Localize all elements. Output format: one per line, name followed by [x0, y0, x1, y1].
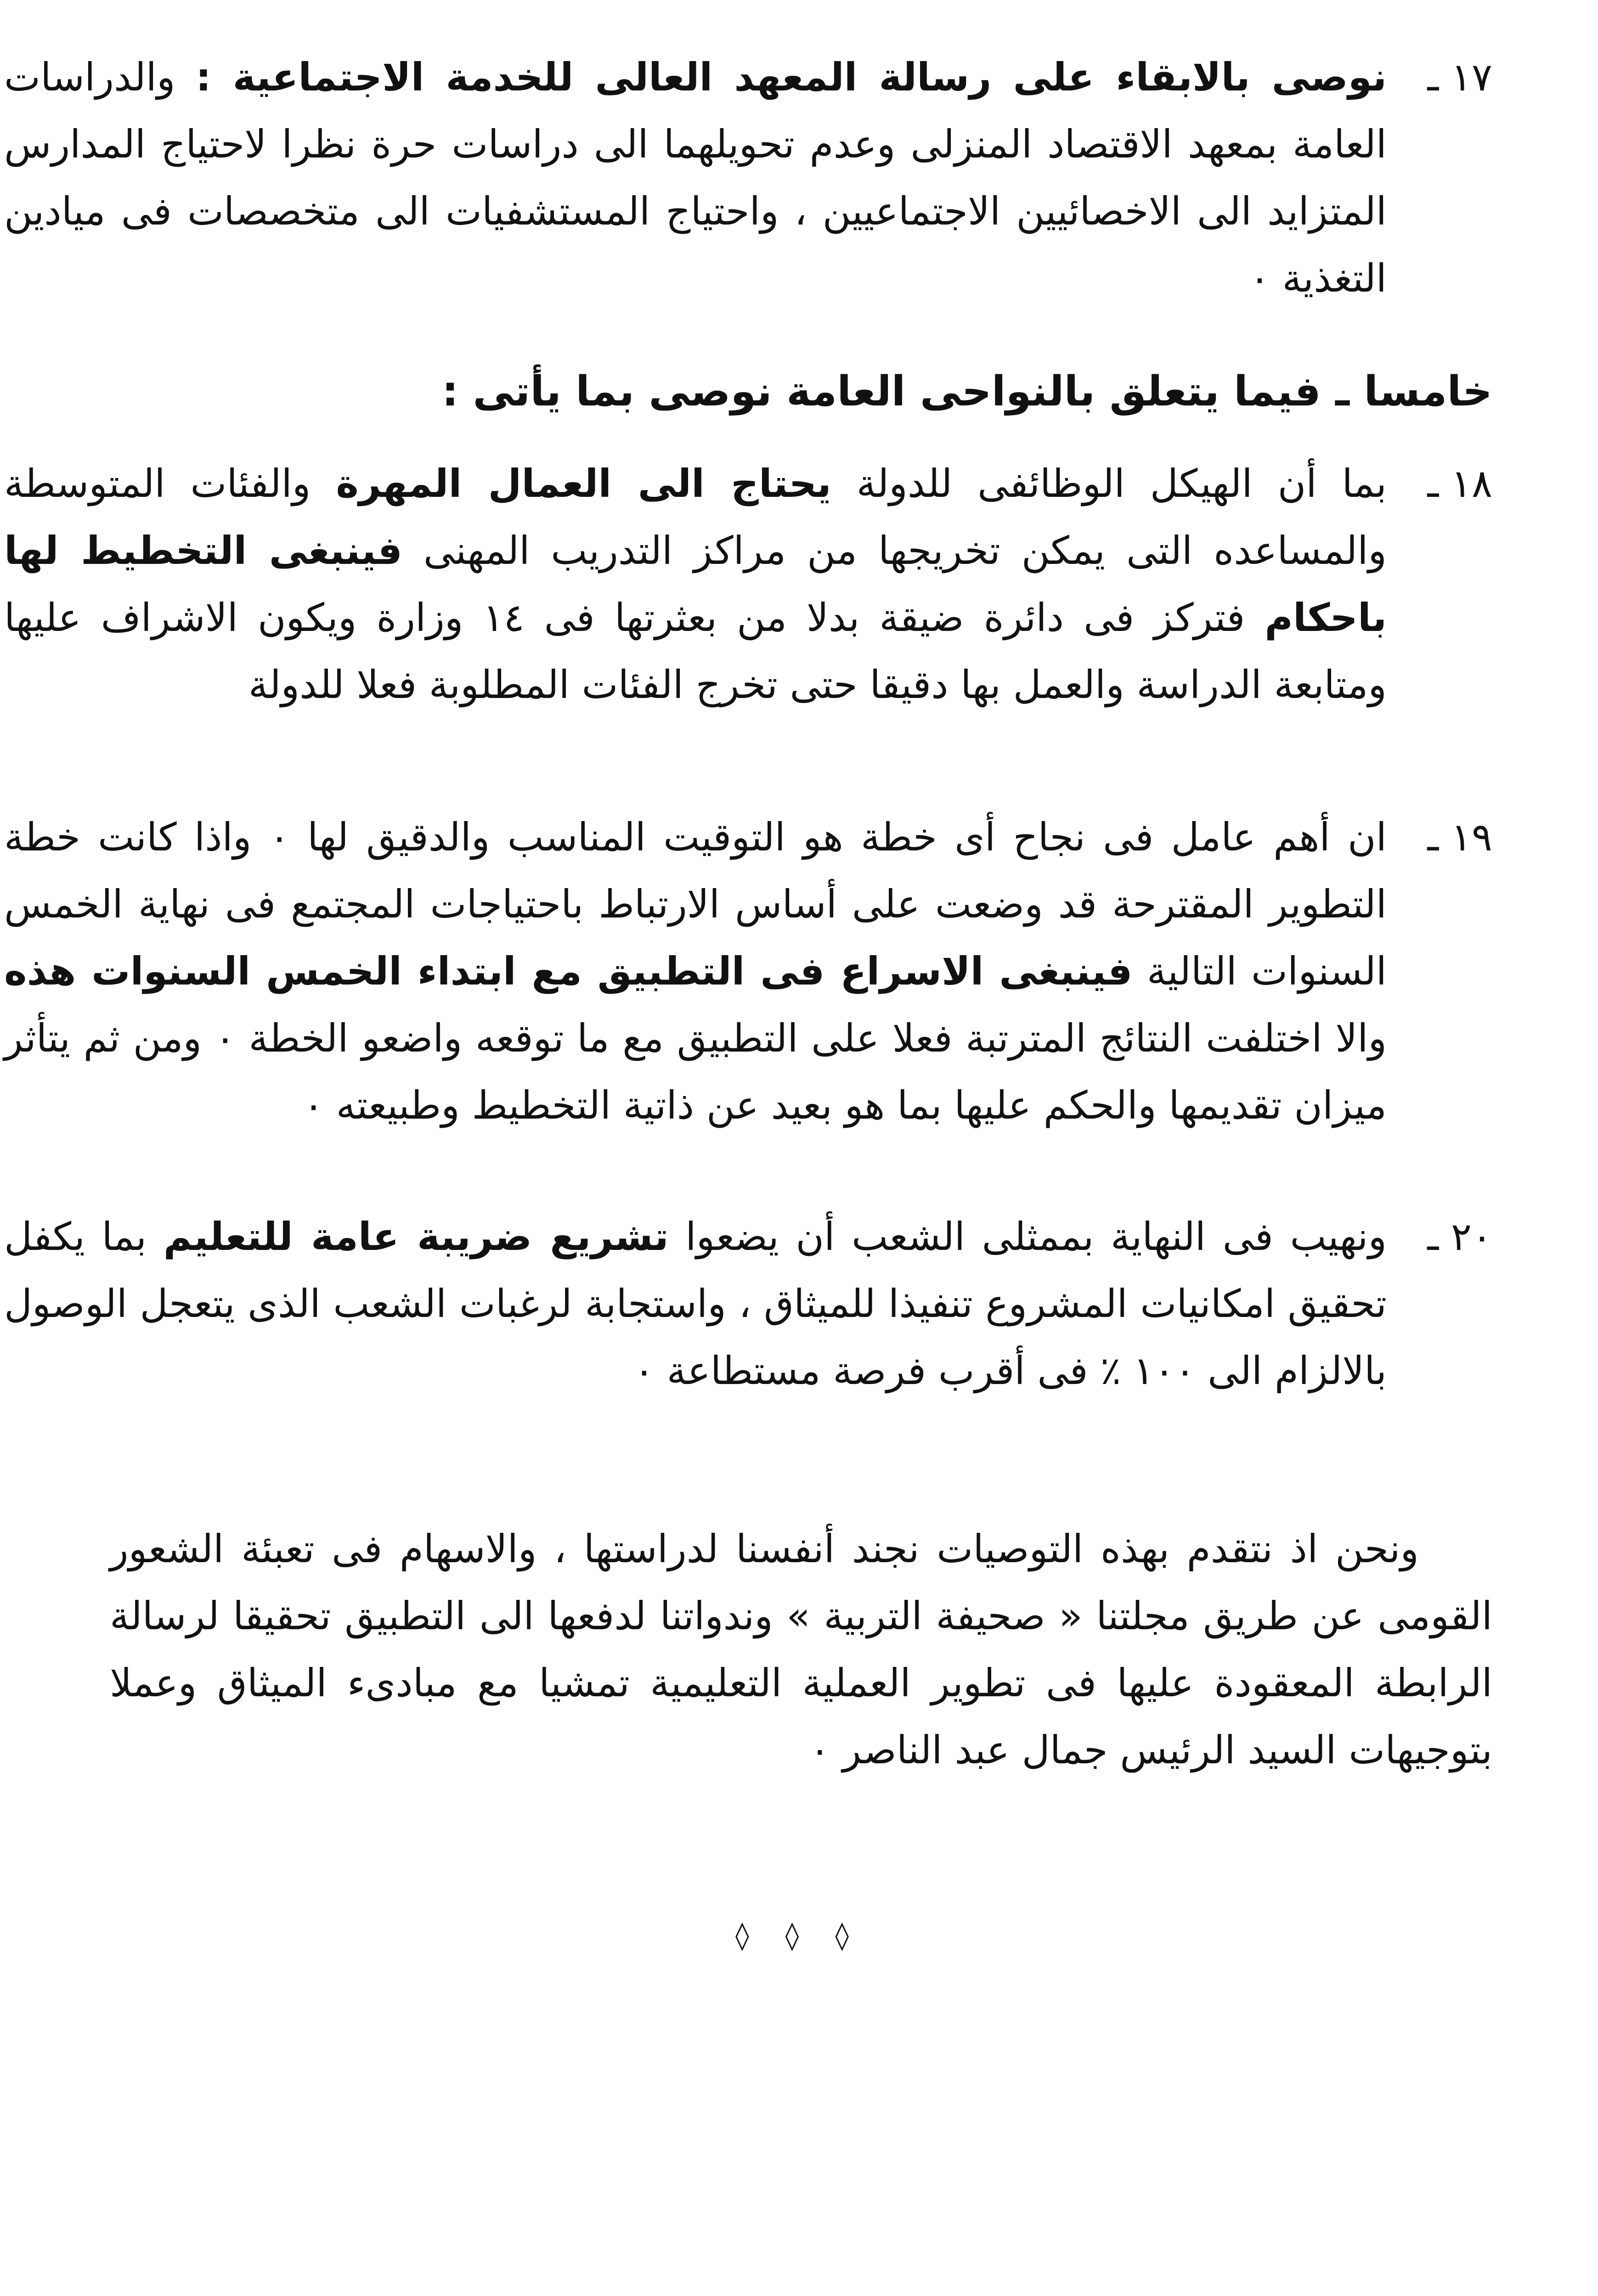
item-text: والا اختلفت النتائج المترتبة فعلا على التطبيق مع ما توقعه واضعو الخطة ٠ ومن ثم يتأثر ميزان تقديمها والحكم عليها بما هو بعيد عن ذاتية التخطيط وطبيعته ٠: [4, 1016, 1387, 1128]
item-text: ونهيب فى النهاية بممثلى الشعب أن يضعوا: [668, 1214, 1387, 1259]
item-text: والدراسات العامة بمعهد الاقتصاد المنزلى وعدم تحويلهما الى دراسات حرة نظرا لاحتياج المدارس المتزايد الى الاخصائيين الاجتماعيين ، واحتياج المستشفيات الى متخصصات فى ميادين التغذية ٠: [4, 55, 1387, 301]
item-body: [4, 450, 1387, 718]
item-text: فتركز فى دائرة ضيقة بدلا من بعثرتها فى ١٤ وزارة ويكون الاشراف عليها ومتابعة الدراسة والعمل بها دقيقا حتى تخرج الفئات المطلوبة فعلا للدولة: [4, 595, 1387, 707]
closing-paragraph: ونحن اذ نتقدم بهذه التوصيات نجند أنفسنا لدراستها ، والاسهام فى تعبئة الشعور القومى عن طريق مجلتنا « صحيفة التربية » وندواتنا لدفعها الى التطبيق تحقيقا لرسالة الرابطة المعقودة عليها فى تطوير العملية التعليمية تمشيا مع مبادىء الميثاق وعملا بتوجيهات السيد الرئيس جمال عبد الناصر ٠: [110, 1526, 1492, 1773]
item-number: ١٨ ـ: [1427, 461, 1492, 506]
bold-phrase: تشريع ضريبة عامة للتعليم: [163, 1214, 669, 1259]
recommendation-20: [4, 1203, 1492, 1404]
item-text: والفئات المتوسطة والمساعده التى يمكن تخريجها من مراكز التدريب المهنى: [4, 461, 1387, 573]
item-number: ١٩ ـ: [1427, 815, 1492, 860]
recommendation-17: [4, 44, 1492, 312]
item-text: بما يكفل تحقيق امكانيات المشروع تنفيذا للميثاق ، واستجابة لرغبات الشعب الذى يتعجل الوصول بالالزام الى ١٠٠ ٪ فى أقرب فرصة مستطاعة ٠: [4, 1214, 1387, 1393]
item-text: ان أهم عامل فى نجاح أى خطة هو التوقيت المناسب والدقيق لها ٠ واذا كانت خطة التطوير المقترحة قد وضعت على أساس الارتباط باحتياجات المجتمع فى نهاية الخمس السنوات التالية: [4, 815, 1387, 994]
item-number: ٢٠ ـ: [1427, 1214, 1492, 1259]
ornament-divider: ◊ ◊ ◊: [735, 1919, 863, 1952]
bold-phrase: فينبغى التخطيط لها باحكام: [4, 528, 1387, 640]
bold-phrase: يحتاج الى العمال المهرة: [336, 461, 831, 506]
recommendation-19: [4, 804, 1492, 1139]
section-heading: خامسا ـ فيما يتعلق بالنواحى العامة نوصى بما يأتى :: [442, 367, 1492, 416]
item-number: ١٧ ـ: [1427, 55, 1492, 100]
bold-phrase: نوصى بالابقاء على رسالة المعهد العالى للخدمة الاجتماعية :: [196, 55, 1387, 100]
item-text: بما أن الهيكل الوظائفى للدولة: [831, 461, 1387, 506]
item-body: [4, 1203, 1387, 1404]
item-body: [4, 44, 1387, 312]
recommendation-18: [4, 450, 1492, 718]
item-body: [4, 804, 1387, 1139]
bold-phrase: فينبغى الاسراع فى التطبيق مع ابتداء الخمس السنوات هذه: [4, 949, 1133, 994]
